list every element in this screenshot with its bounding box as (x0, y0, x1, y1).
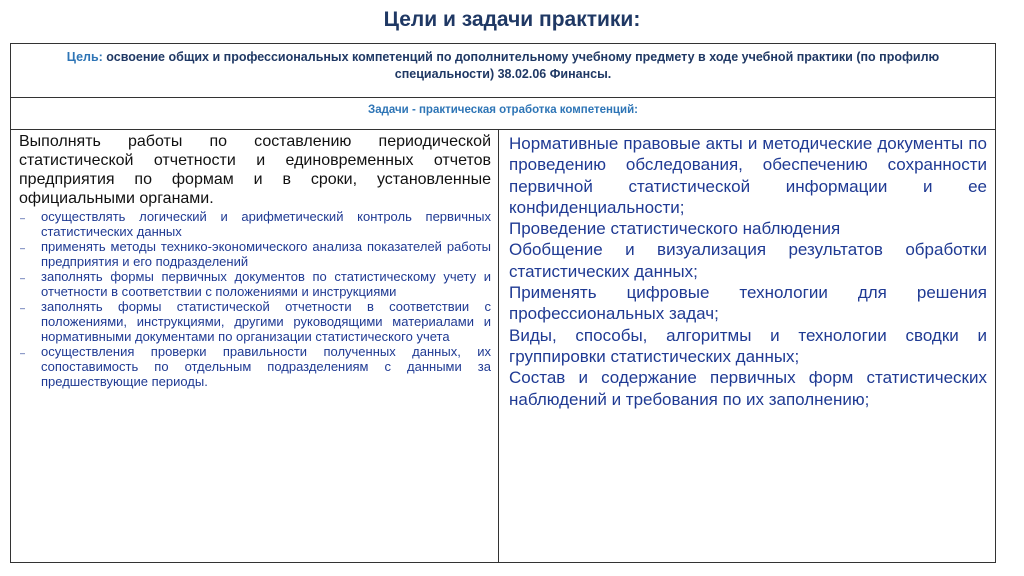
left-sub-list (19, 209, 491, 389)
list-item: Состав и содержание первичных форм статистических наблюдений и требования по их заполнению; (509, 368, 987, 409)
list-item: – применять методы технико-экономического анализа показателей работы предприятия и его подразделений (20, 239, 491, 269)
left-column (11, 130, 498, 562)
left-main-text: Выполнять работы по составлению периодической статистической отчетности и единовременных отчетов предприятия по формам и в сроки, установленные официальными органами. (19, 133, 491, 207)
list-item: Проведение статистического наблюдения (509, 219, 841, 239)
dash-bullet-icon: – (20, 303, 26, 313)
goals-table (10, 43, 996, 563)
list-item: – осуществления проверки правильности полученных данных, их сопоставимость по отдельным подразделениям с данными за предшествующие периоды. (20, 344, 491, 389)
list-item: – заполнять формы статистической отчетности в соответствии с положениями, инструкциями, другими руководящими материалами и нормативными документами по организации статистического учета (20, 299, 491, 344)
tasks-header: Задачи - практическая отработка компетенций: (11, 98, 995, 130)
dash-bullet-icon: – (20, 273, 26, 283)
dash-bullet-icon: – (20, 348, 26, 358)
list-item: – заполнять формы первичных документов по статистическому учету и отчетности в соответствии с положениями и инструкциями (20, 269, 491, 299)
dash-bullet-icon: – (20, 213, 26, 223)
list-item: – осуществлять логический и арифметический контроль первичных статистических данных (20, 209, 491, 239)
list-item: Обобщение и визуализация результатов обработки статистических данных; (509, 240, 987, 281)
right-column (499, 130, 995, 562)
dash-bullet-icon: – (20, 243, 26, 253)
list-item: Виды, способы, алгоритмы и технологии сводки и группировки статистических данных; (509, 325, 987, 366)
goal-text: освоение общих и профессиональных компетенций по дополнительному учебному предмету в ходе учебной практики (по профилю специальности) 38.02.06 Финансы. (102, 50, 940, 81)
list-item: Применять цифровые технологии для решения профессиональных задач; (509, 283, 987, 324)
goal-row (11, 44, 995, 98)
list-item: Нормативные правовые акты и методические документы по проведению обследования, обеспечению сохранности первичной статистической информации и ее конфиденциальности; (509, 134, 987, 217)
page-title: Цели и задачи практики: (383, 8, 641, 31)
goal-label: Цель: (66, 50, 103, 64)
right-list (509, 133, 987, 410)
